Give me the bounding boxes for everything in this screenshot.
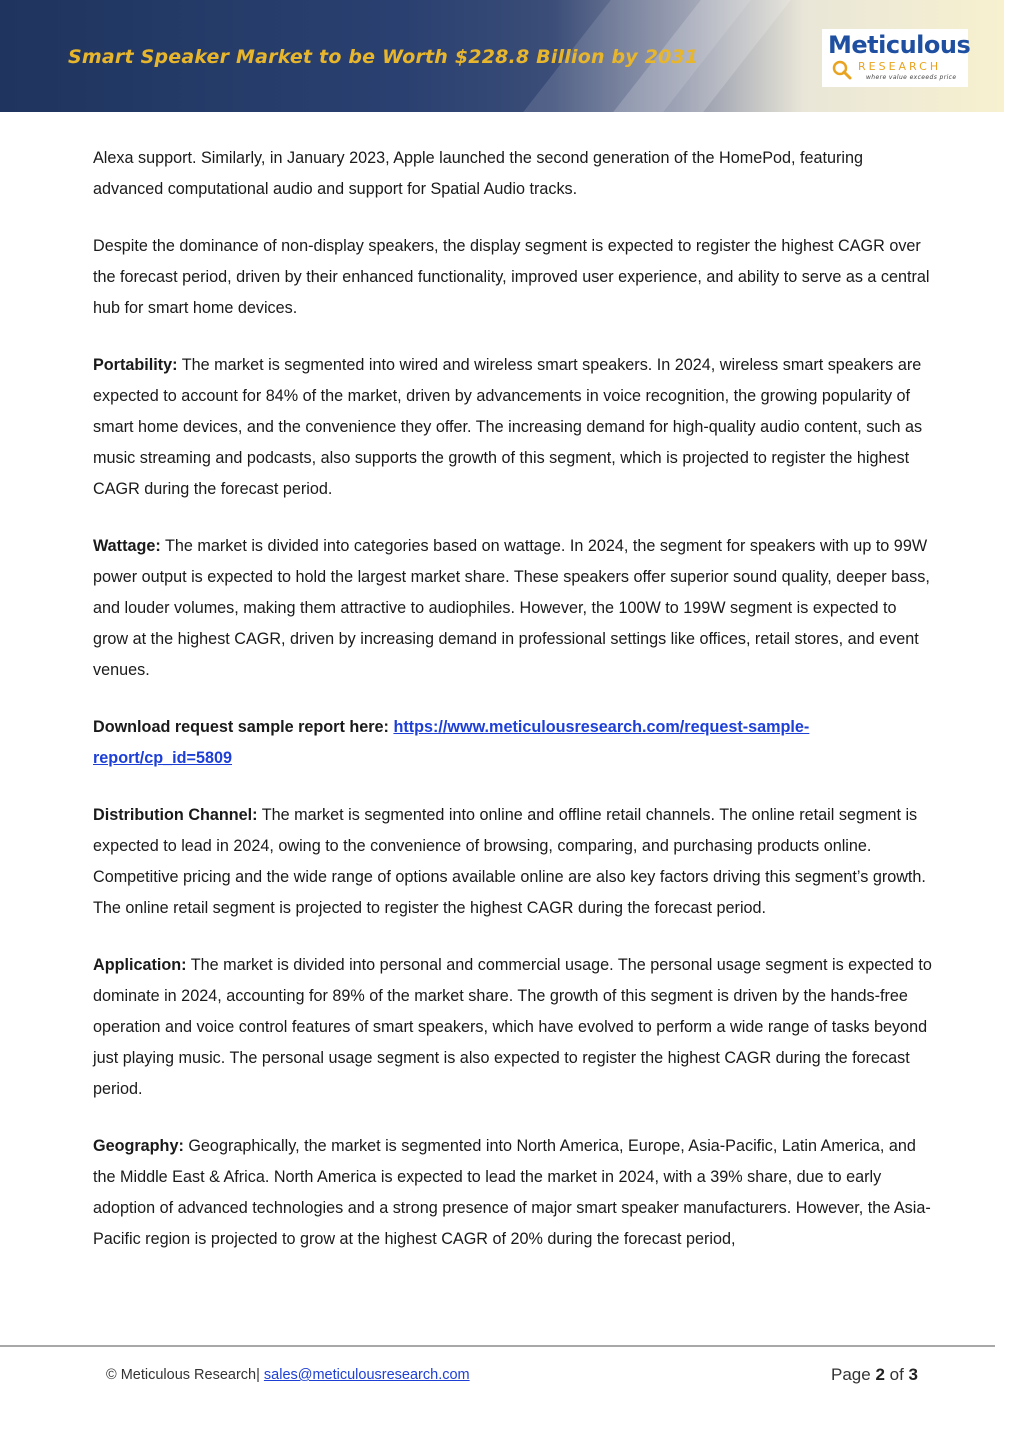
section-text: The market is segmented into online and offline retail channels. The online retail segment is expected to lead in 2024, owing to the convenience of browsing, comparing, and purchasing products online. Competitive pricing and the wide range of options available online are also key factors driving this segment’s growth. The online retail segment is projected to register the highest CAGR during the forecast period.	[93, 806, 926, 917]
wattage-paragraph	[93, 531, 933, 686]
section-label: Application:	[93, 956, 187, 974]
geography-paragraph	[93, 1131, 933, 1255]
body-paragraph: Despite the dominance of non-display speakers, the display segment is expected to register the highest CAGR over the forecast period, driven by their enhanced functionality, improved user experience, and ability to serve as a central hub for smart home devices.	[93, 237, 930, 317]
sample-report-link[interactable]: https://www.meticulousresearch.com/request-sample-report/cp_id=5809	[93, 718, 810, 767]
footer-divider	[0, 1345, 995, 1347]
page-number	[831, 1365, 918, 1385]
footer-copyright	[106, 1367, 470, 1383]
download-paragraph	[93, 712, 933, 774]
page-current: 2	[875, 1365, 885, 1384]
download-label: Download request sample report here:	[93, 718, 394, 736]
section-label: Geography:	[93, 1137, 184, 1155]
page-of: of	[884, 1365, 909, 1384]
document-header-band	[0, 0, 1004, 112]
section-text: Geographically, the market is segmented into North America, Europe, Asia-Pacific, Latin America, and the Middle East & Africa. North America is expected to lead the market in 2024, with a 39% share, due to early adoption of advanced technologies and a strong presence of major smart speaker manufacturers. However, the Asia-Pacific region is projected to grow at the highest CAGR of 20% during the forecast period,	[93, 1137, 931, 1248]
section-label: Portability:	[93, 356, 178, 374]
page-prefix: Page	[831, 1365, 876, 1384]
section-text: The market is divided into categories based on wattage. In 2024, the segment for speakers with up to 99W power output is expected to hold the largest market share. These speakers offer superior sound quality, deeper bass, and louder volumes, making them attractive to audiophiles. However, the 100W to 199W segment is expected to grow at the highest CAGR, driven by increasing demand in professional settings like offices, retail stores, and event venues.	[93, 537, 930, 679]
document-body	[93, 143, 933, 1281]
document-title: Smart Speaker Market to be Worth $228.8 Billion by 2031	[68, 46, 699, 68]
portability-paragraph	[93, 350, 933, 505]
meticulous-research-logo	[822, 29, 971, 87]
section-text: The market is segmented into wired and wireless smart speakers. In 2024, wireless smart speakers are expected to account for 84% of the market, driven by advancements in voice recognition, the growing popularity of smart home devices, and the convenience they offer. The increasing demand for high-quality audio content, such as music streaming and podcasts, also supports the growth of this segment, which is projected to register the highest CAGR during the forecast period.	[93, 356, 923, 498]
logo-subtitle: RESEARCH	[858, 60, 942, 73]
page-total: 3	[908, 1365, 918, 1384]
magnifier-icon	[830, 59, 852, 81]
logo-name: Meticulous	[828, 31, 971, 59]
section-label: Wattage:	[93, 537, 161, 555]
logo-tagline: where value exceeds price	[866, 74, 957, 81]
body-paragraph: Alexa support. Similarly, in January 2023, Apple launched the second generation of the HomePod, featuring advanced computational audio and support for Spatial Audio tracks.	[93, 149, 863, 198]
distribution-paragraph	[93, 800, 933, 924]
application-paragraph	[93, 950, 933, 1105]
section-label: Distribution Channel:	[93, 806, 258, 824]
section-text: The market is divided into personal and commercial usage. The personal usage segment is expected to dominate in 2024, accounting for 89% of the market share. The growth of this segment is driven by the hands-free operation and voice control features of smart speakers, which have evolved to perform a wide range of tasks beyond just playing music. The personal usage segment is also expected to register the highest CAGR during the forecast period.	[93, 956, 932, 1098]
copyright-text: © Meticulous Research|	[106, 1367, 264, 1383]
contact-email-link[interactable]: sales@meticulousresearch.com	[263, 1367, 470, 1383]
